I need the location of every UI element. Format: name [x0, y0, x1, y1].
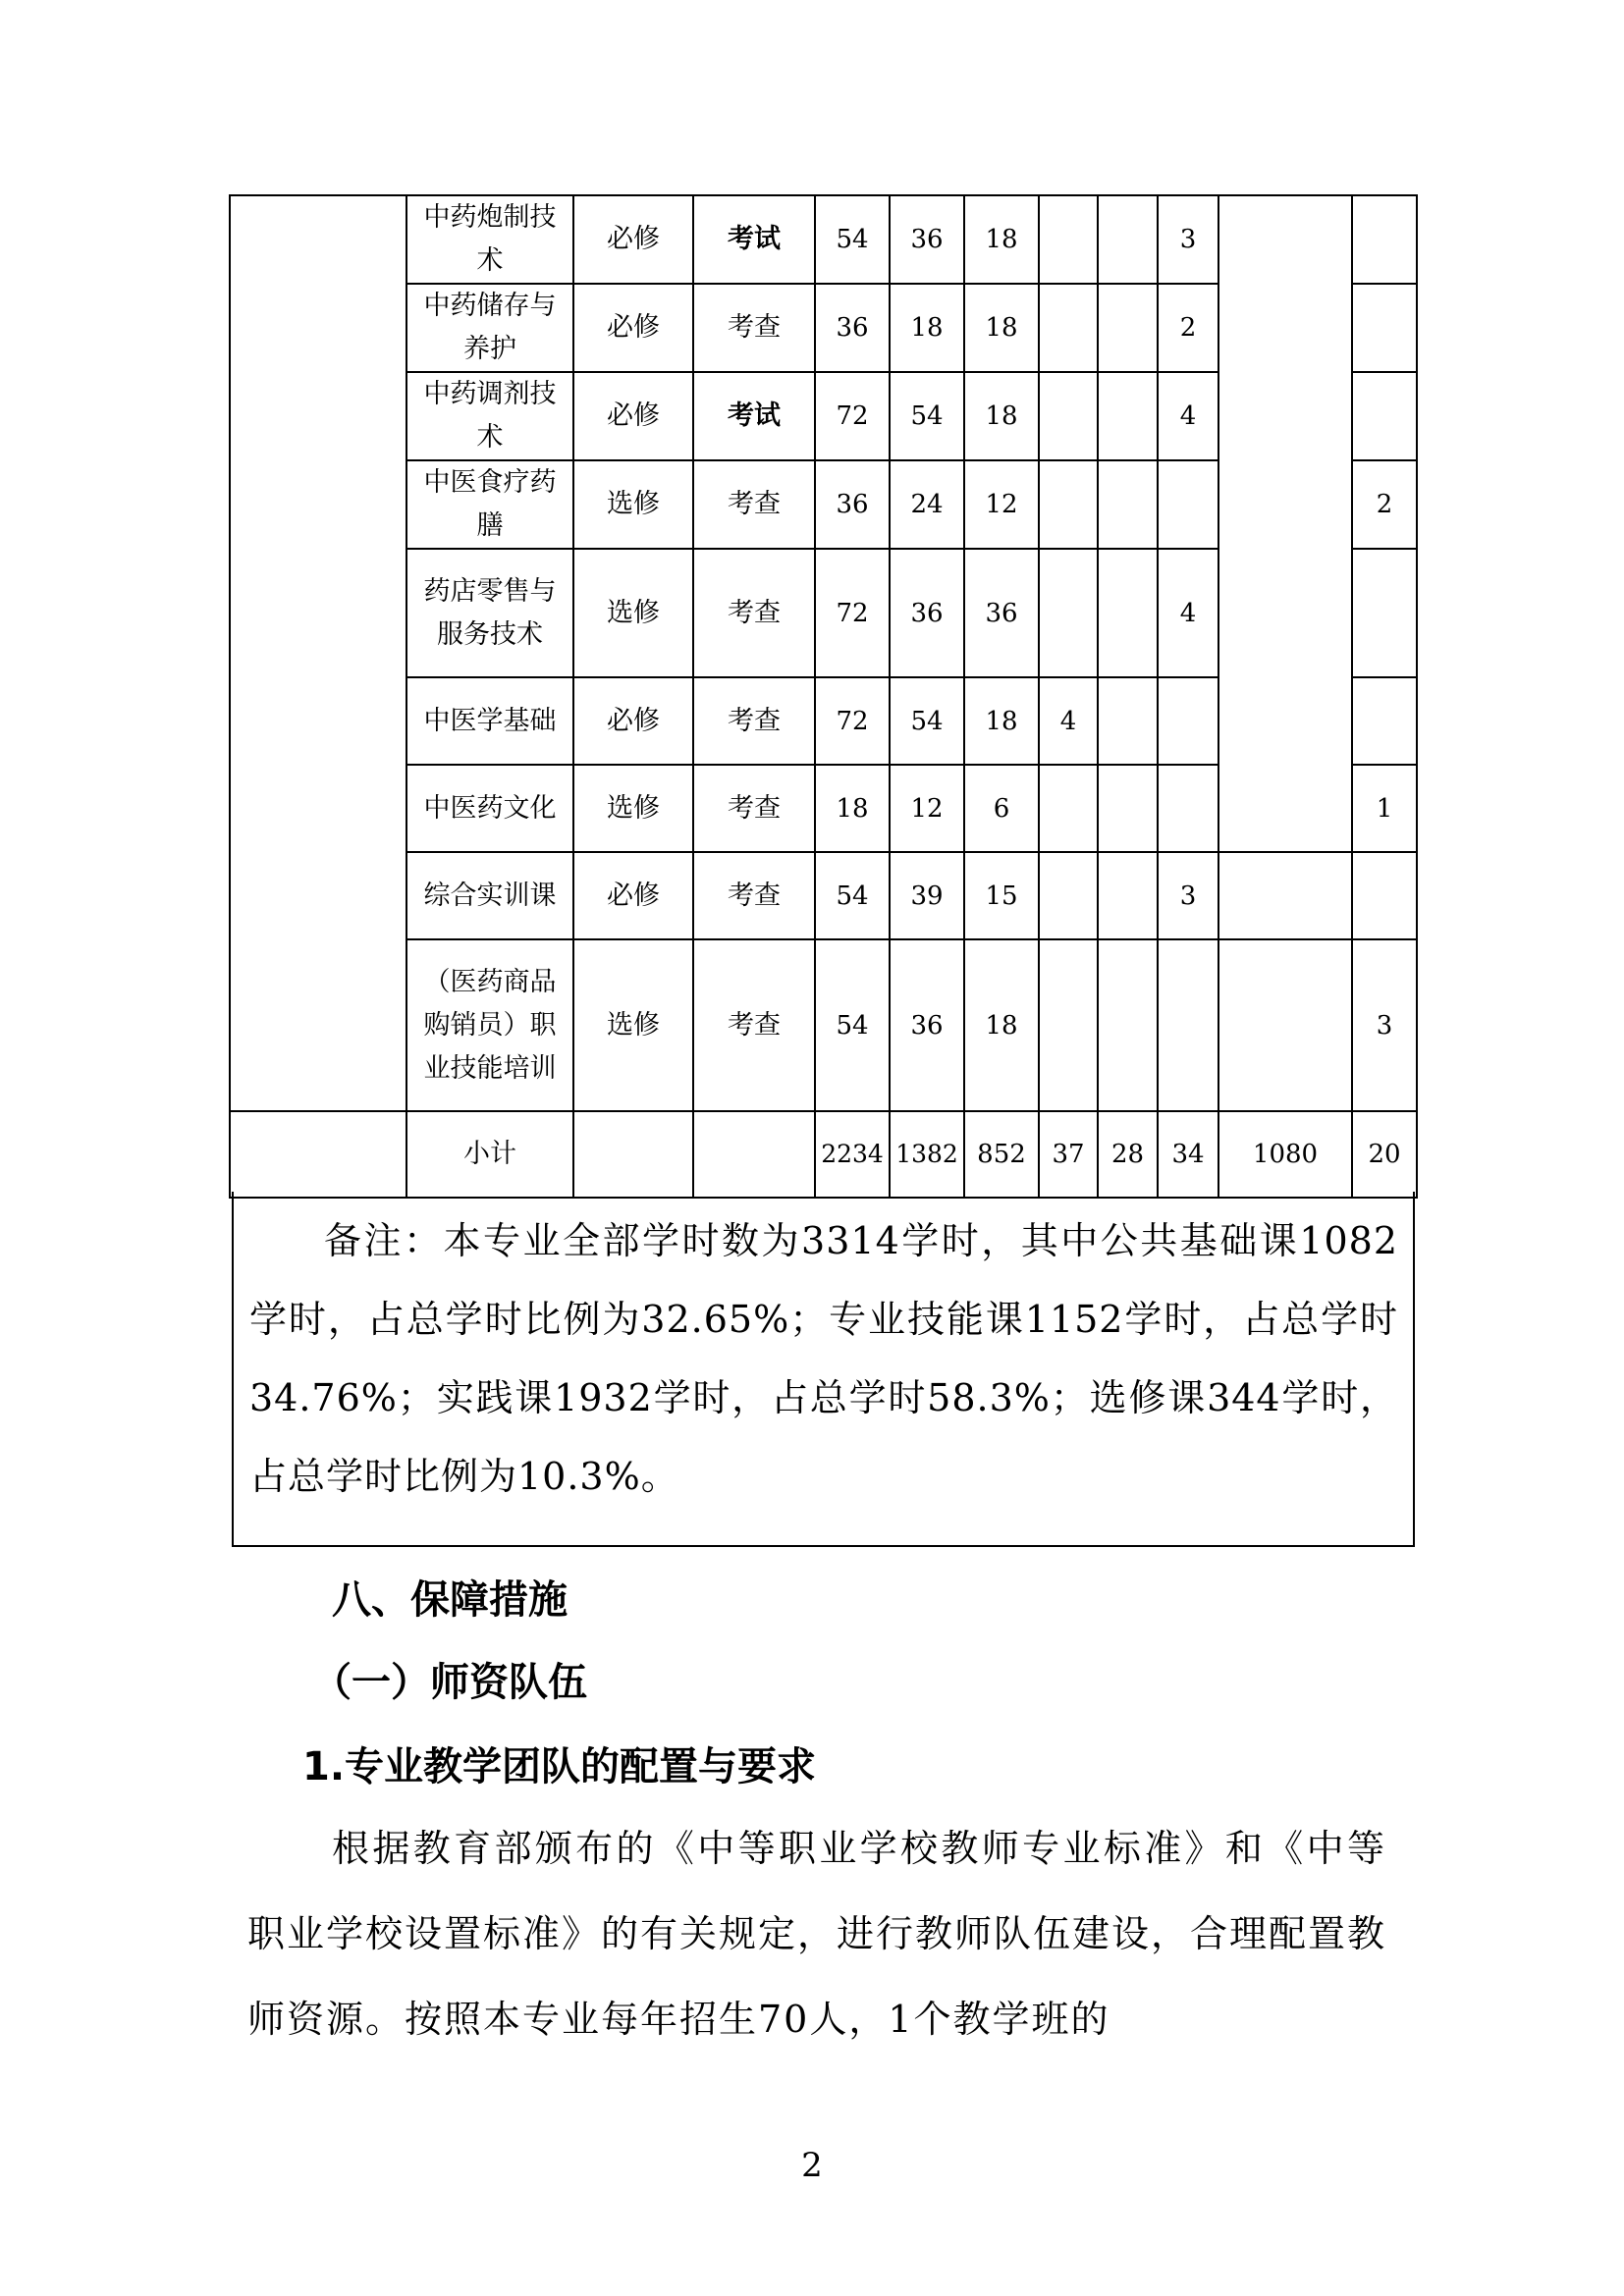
- course-name: 中药炮制技术: [406, 195, 573, 284]
- exam-type: 考试: [693, 372, 815, 460]
- subtotal-semester-3: 34: [1158, 1111, 1218, 1198]
- course-name: 中医药文化: [406, 765, 573, 852]
- course-type: 必修: [573, 852, 693, 939]
- practice-hours: 12: [964, 460, 1039, 549]
- semester-5: 1: [1352, 765, 1417, 852]
- semester-3: 2: [1158, 284, 1218, 372]
- semester-5: [1352, 677, 1417, 765]
- semester-4: [1218, 852, 1352, 939]
- total-hours: 72: [815, 549, 890, 677]
- course-type: 必修: [573, 677, 693, 765]
- subtotal-semester-2: 28: [1098, 1111, 1158, 1198]
- semester-5: [1352, 372, 1417, 460]
- semester-1: 4: [1039, 677, 1098, 765]
- semester-5: 2: [1352, 460, 1417, 549]
- semester-3: [1158, 765, 1218, 852]
- semester-3: 3: [1158, 852, 1218, 939]
- semester-1: [1039, 372, 1098, 460]
- course-name: 中药调剂技术: [406, 372, 573, 460]
- theory-hours: 12: [890, 765, 964, 852]
- semester-2: [1098, 284, 1158, 372]
- semester-2: [1098, 677, 1158, 765]
- practice-hours: 18: [964, 939, 1039, 1111]
- category-cell: [230, 1111, 406, 1198]
- page-number: 2: [801, 2146, 823, 2185]
- semester-5: [1352, 549, 1417, 677]
- semester-1: [1039, 460, 1098, 549]
- total-hours: 36: [815, 284, 890, 372]
- course-type: 必修: [573, 284, 693, 372]
- subtotal-theory-hours: 1382: [890, 1111, 964, 1198]
- subtotal-total-hours: 2234: [815, 1111, 890, 1198]
- semester-1: [1039, 549, 1098, 677]
- semester-1: [1039, 939, 1098, 1111]
- theory-hours: 36: [890, 195, 964, 284]
- total-hours: 54: [815, 195, 890, 284]
- semester-1: [1039, 195, 1098, 284]
- total-hours: 36: [815, 460, 890, 549]
- subtotal-semester-5: 20: [1352, 1111, 1417, 1198]
- table-row: [230, 195, 1417, 284]
- semester-2: [1098, 549, 1158, 677]
- total-hours: 18: [815, 765, 890, 852]
- exam-type: 考试: [693, 195, 815, 284]
- course-name: 中医食疗药膳: [406, 460, 573, 549]
- practice-hours: 18: [964, 284, 1039, 372]
- exam-type: 考查: [693, 677, 815, 765]
- category-cell: [230, 195, 406, 1111]
- semester-1: [1039, 284, 1098, 372]
- exam-type: 考查: [693, 852, 815, 939]
- course-type: 必修: [573, 372, 693, 460]
- note-text: 备注：本专业全部学时数为3314学时，其中公共基础课1082学时，占总学时比例为32.65%；专业技能课1152学时，占总学时34.76%；实践课1932学时，占总学时58.3%；选修课344学时，占总学时比例为10.3%。: [249, 1219, 1398, 1498]
- total-hours: 72: [815, 372, 890, 460]
- semester-5: [1352, 195, 1417, 284]
- subtotal-row: [230, 1111, 1417, 1198]
- exam-type: 考查: [693, 549, 815, 677]
- theory-hours: 36: [890, 939, 964, 1111]
- semester-2: [1098, 460, 1158, 549]
- course-type: 选修: [573, 939, 693, 1111]
- subsubsection-heading: 1.专业教学团队的配置与要求: [302, 1744, 817, 1789]
- practice-hours: 15: [964, 852, 1039, 939]
- subtotal-practice-hours: 852: [964, 1111, 1039, 1198]
- exam-type: 考查: [693, 765, 815, 852]
- semester-2: [1098, 852, 1158, 939]
- theory-hours: 54: [890, 677, 964, 765]
- course-type: 选修: [573, 549, 693, 677]
- body-paragraph: 根据教育部颁布的《中等职业学校教师专业标准》和《中等职业学校设置标准》的有关规定，进行教师队伍建设，合理配置教师资源。按照本专业每年招生70人，1个教学班的: [247, 1827, 1387, 2041]
- subtotal-semester-4: 1080: [1218, 1111, 1352, 1198]
- semester-2: [1098, 765, 1158, 852]
- course-table: [229, 194, 1418, 1199]
- semester-3: 4: [1158, 372, 1218, 460]
- practice-hours: 18: [964, 372, 1039, 460]
- theory-hours: 36: [890, 549, 964, 677]
- course-type: 必修: [573, 195, 693, 284]
- semester-3: [1158, 677, 1218, 765]
- exam-type: 考查: [693, 460, 815, 549]
- practice-hours: 18: [964, 195, 1039, 284]
- course-name: 综合实训课: [406, 852, 573, 939]
- semester-3: 3: [1158, 195, 1218, 284]
- theory-hours: 18: [890, 284, 964, 372]
- total-hours: 54: [815, 939, 890, 1111]
- total-hours: 54: [815, 852, 890, 939]
- course-type: 选修: [573, 460, 693, 549]
- semester-5: 3: [1352, 939, 1417, 1111]
- table-row: [230, 852, 1417, 939]
- semester-2: [1098, 195, 1158, 284]
- course-type: 选修: [573, 765, 693, 852]
- theory-hours: 54: [890, 372, 964, 460]
- theory-hours: 39: [890, 852, 964, 939]
- theory-hours: 24: [890, 460, 964, 549]
- total-hours: 72: [815, 677, 890, 765]
- semester-2: [1098, 372, 1158, 460]
- exam-type: 考查: [693, 939, 815, 1111]
- course-type: [573, 1111, 693, 1198]
- subtotal-semester-1: 37: [1039, 1111, 1098, 1198]
- practice-hours: 6: [964, 765, 1039, 852]
- course-name: （医药商品购销员）职业技能培训: [406, 939, 573, 1111]
- semester-5: [1352, 852, 1417, 939]
- course-name: 中医学基础: [406, 677, 573, 765]
- semester-3: [1158, 939, 1218, 1111]
- exam-type: 考查: [693, 284, 815, 372]
- semester-4: [1218, 195, 1352, 852]
- course-name: 药店零售与服务技术: [406, 549, 573, 677]
- table-row: [230, 939, 1417, 1111]
- note-box: [232, 1192, 1415, 1547]
- semester-5: [1352, 284, 1417, 372]
- subtotal-label: 小计: [406, 1111, 573, 1198]
- semester-3: 4: [1158, 549, 1218, 677]
- practice-hours: 36: [964, 549, 1039, 677]
- semester-3: [1158, 460, 1218, 549]
- semester-1: [1039, 852, 1098, 939]
- semester-1: [1039, 765, 1098, 852]
- semester-2: [1098, 939, 1158, 1111]
- subsection-heading: （一）师资队伍: [312, 1659, 587, 1705]
- exam-type: [693, 1111, 815, 1198]
- semester-4: [1218, 939, 1352, 1111]
- section-heading: 八、保障措施: [332, 1577, 568, 1623]
- practice-hours: 18: [964, 677, 1039, 765]
- course-name: 中药储存与养护: [406, 284, 573, 372]
